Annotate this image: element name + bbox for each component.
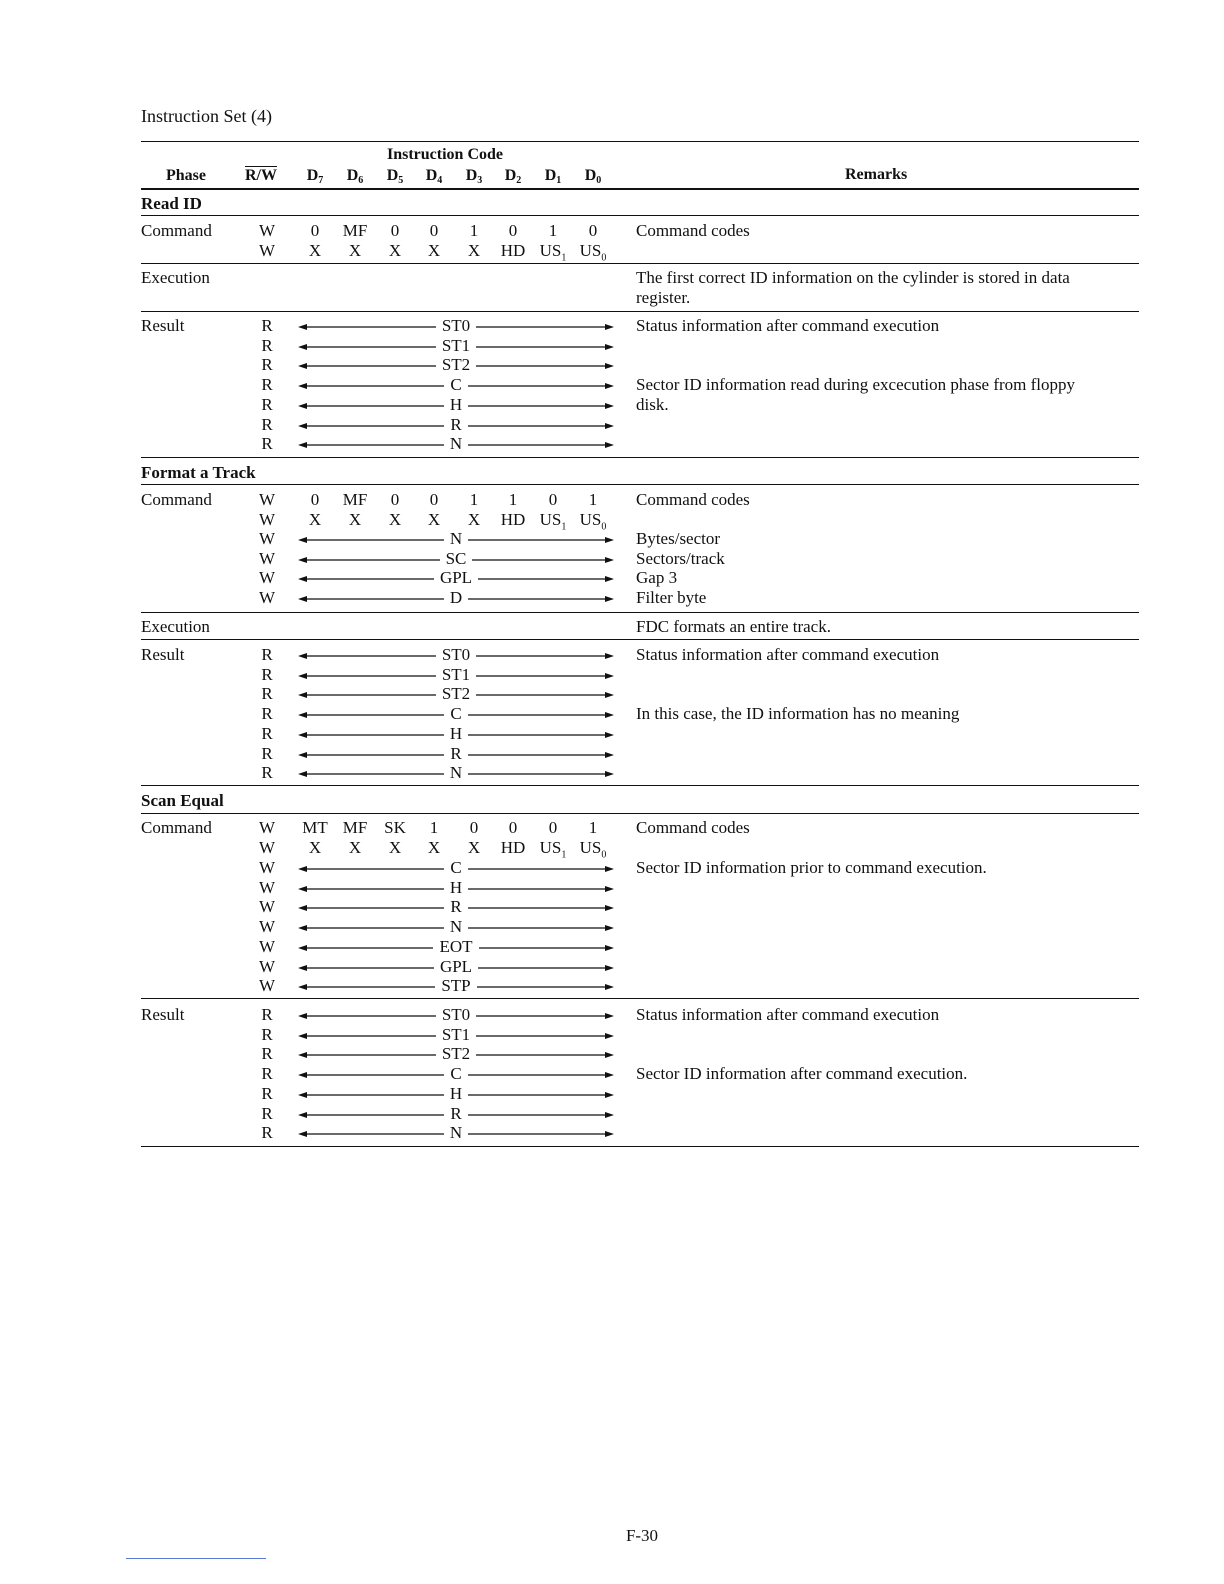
format-track-result-rw: R — [261, 763, 273, 783]
scan-equal-command-rw: W — [258, 877, 276, 897]
format-track-command-phase-label: Command — [141, 490, 212, 509]
scan-equal-result-arrow-row — [298, 1025, 614, 1045]
scan-equal-command-arrow-row — [298, 917, 614, 937]
format-track-command-bit: 1 — [508, 490, 518, 509]
format-track-command-remark: Bytes/sector — [636, 529, 721, 548]
read-id-command-bit: 0 — [390, 221, 400, 240]
scan-equal-result-arrow-row — [298, 1104, 614, 1124]
scan-equal-command-bit: 0 — [508, 818, 518, 837]
page-number: F-30 — [625, 1526, 659, 1545]
format-track-command-bit: X — [308, 509, 322, 529]
read-id-result-field-label: ST1 — [298, 336, 614, 356]
scan-equal-command-rule — [141, 998, 1139, 999]
scan-equal-command-bit: $US_0$ — [579, 837, 607, 861]
format-track-command-arrow-row — [298, 549, 614, 569]
scan-equal-result-arrow-row — [298, 1084, 614, 1104]
read-id-command-bit: X — [308, 240, 322, 260]
read-id-result-rw: R — [261, 394, 273, 414]
scan-equal-command-arrow-row — [298, 976, 614, 996]
format-track-result-arrow-row — [298, 724, 614, 744]
scan-equal-command-arrow-row — [298, 957, 614, 977]
instruction-code-header: Instruction Code — [387, 146, 504, 163]
scan-equal-command-rw: W — [258, 956, 276, 976]
footer-rule — [126, 1558, 266, 1559]
format-track-result-rw: R — [261, 704, 273, 724]
scan-equal-result-field-label: H — [298, 1084, 614, 1104]
format-track-result-remark: Status information after command execution — [636, 645, 940, 664]
bit-header-d6: D6 — [346, 167, 364, 186]
scan-equal-result-field-label: R — [298, 1104, 614, 1124]
scan-equal-result-rw: R — [261, 1103, 273, 1123]
format-track-result-field-label: N — [298, 763, 614, 783]
scan-equal-command-arrow-row — [298, 937, 614, 957]
format-track-command-remark: Gap 3 — [636, 568, 678, 588]
read-id-result-arrow-row — [298, 375, 614, 395]
format-track-command-rule — [141, 612, 1139, 613]
scan-equal-command-bit: $US_1$ — [539, 837, 567, 861]
format-track-result-rw: R — [261, 684, 273, 704]
read-id-result-phase-label: Result — [141, 316, 185, 335]
bit-header-d4: D4 — [425, 167, 443, 186]
format-track-command-bit: $US_0$ — [579, 509, 607, 533]
scan-equal-result-arrow-row — [298, 1123, 614, 1143]
format-track-command-arrow-row — [298, 529, 614, 549]
format-track-command-bit: 0 — [310, 490, 320, 509]
scan-equal-command-field-label: C — [298, 858, 614, 878]
scan-equal-command-rw: W — [258, 897, 276, 917]
bit-header-d3: D3 — [465, 167, 483, 186]
read-id-result-arrow-row — [298, 434, 614, 454]
scan-equal-command-rw: W — [258, 976, 276, 996]
scan-equal-command-bit: 0 — [469, 818, 479, 837]
scan-equal-rule — [141, 813, 1139, 814]
format-track-command-bit: X — [467, 509, 481, 529]
read-id-execution-remark: The first correct ID information on the cylinder is stored in data register. — [636, 268, 1070, 307]
format-track-execution-phase-label: Execution — [141, 617, 210, 636]
scan-equal-command-bit: SK — [384, 818, 406, 837]
scan-equal-command-bit: X — [348, 837, 362, 857]
scan-equal-result-rw: R — [261, 1123, 273, 1143]
format-track-result-rw: R — [261, 664, 273, 684]
read-id-result-rw: R — [261, 355, 273, 375]
format-track-rule — [141, 484, 1139, 485]
read-id-command-bit: 1 — [469, 221, 479, 240]
format-track-command-arrow-row — [298, 568, 614, 588]
read-id-result-arrow-row — [298, 415, 614, 435]
read-id-execution-phase-label: Execution — [141, 268, 210, 287]
format-track-execution-remark: FDC formats an entire track. — [636, 617, 831, 636]
bit-header-d5: D5 — [386, 167, 404, 186]
scan-equal-result-remark: Sector ID information after command execution. — [636, 1064, 968, 1084]
scan-equal-command-arrow-row — [298, 878, 614, 898]
format-track-result-rw: R — [261, 723, 273, 743]
scan-equal-command-bit: 1 — [429, 818, 439, 837]
format-track-command-rw: W — [258, 509, 276, 529]
read-id-result-rw: R — [261, 414, 273, 434]
format-track-result-arrow-row — [298, 684, 614, 704]
read-id-section-title: Read ID — [141, 194, 202, 213]
format-track-result-rw: R — [261, 743, 273, 763]
scan-equal-command-rw: W — [258, 936, 276, 956]
scan-equal-section-title: Scan Equal — [141, 791, 224, 810]
format-track-end-rule — [141, 785, 1139, 786]
bit-header-d0: D0 — [584, 167, 602, 186]
page-title: Instruction Set (4) — [141, 106, 272, 126]
format-track-command-bit: $US_1$ — [539, 509, 567, 533]
scan-equal-result-rw: R — [261, 1024, 273, 1044]
scan-equal-command-field-label: STP — [298, 976, 614, 996]
bit-header-d7: D7 — [306, 167, 324, 186]
format-track-command-rw: W — [258, 490, 276, 509]
format-track-result-field-label: H — [298, 724, 614, 744]
remarks-header: Remarks — [845, 166, 908, 183]
scan-equal-command-bit: 0 — [548, 818, 558, 837]
scan-equal-result-arrow-row — [298, 1064, 614, 1084]
format-track-result-arrow-row — [298, 744, 614, 764]
read-id-result-arrow-row — [298, 336, 614, 356]
read-id-command-bit: X — [427, 240, 441, 260]
read-id-result-rw: R — [261, 335, 273, 355]
read-id-end-rule — [141, 457, 1139, 458]
format-track-command-bit: 0 — [548, 490, 558, 509]
scan-equal-command-arrow-row — [298, 858, 614, 878]
read-id-result-field-label: R — [298, 415, 614, 435]
format-track-result-arrow-row — [298, 704, 614, 724]
format-track-command-arrow-row — [298, 588, 614, 608]
scan-equal-command-rw: W — [258, 917, 276, 937]
format-track-command-remark: Filter byte — [636, 588, 707, 608]
scan-equal-command-field-label: GPL — [298, 957, 614, 977]
rw-header: R/W — [245, 167, 277, 184]
format-track-result-field-label: C — [298, 704, 614, 724]
bit-header-d1: D1 — [544, 167, 562, 186]
format-track-command-rw: W — [258, 548, 276, 568]
read-id-command-bit: X — [388, 240, 402, 260]
format-track-result-rw: R — [261, 645, 273, 664]
scan-equal-result-rw: R — [261, 1064, 273, 1084]
scan-equal-command-field-label: N — [298, 917, 614, 937]
read-id-execution-rule — [141, 311, 1139, 312]
scan-equal-result-phase-label: Result — [141, 1005, 185, 1024]
format-track-result-field-label: ST0 — [298, 645, 614, 665]
format-track-result-field-label: R — [298, 744, 614, 764]
format-track-command-rw: W — [258, 529, 276, 548]
read-id-command-bit: 0 — [588, 221, 598, 240]
format-track-command-bit: 0 — [390, 490, 400, 509]
scan-equal-command-bit: X — [388, 837, 402, 857]
scan-equal-command-bit: X — [467, 837, 481, 857]
format-track-command-rw: W — [258, 568, 276, 588]
format-track-command-bit: HD — [500, 509, 526, 529]
table-top-rule — [141, 141, 1139, 142]
scan-equal-result-rw: R — [261, 1044, 273, 1064]
scan-equal-command-bit: 1 — [588, 818, 598, 837]
read-id-rule — [141, 215, 1139, 216]
scan-equal-result-field-label: C — [298, 1064, 614, 1084]
scan-equal-command-bit: X — [427, 837, 441, 857]
scan-equal-result-field-label: ST0 — [298, 1005, 614, 1025]
read-id-result-rw: R — [261, 434, 273, 454]
format-track-command-bit: X — [427, 509, 441, 529]
read-id-command-phase-label: Command — [141, 221, 212, 240]
read-id-command-bit: $US_0$ — [579, 240, 607, 264]
format-track-result-remark: In this case, the ID information has no meaning — [636, 704, 960, 724]
read-id-command-bit: X — [348, 240, 362, 260]
scan-equal-result-remark: Status information after command execution — [636, 1005, 940, 1024]
read-id-command-bit: 1 — [548, 221, 558, 240]
read-id-command-rw: W — [258, 221, 276, 240]
read-id-command-bit: 0 — [508, 221, 518, 240]
read-id-command-rw: W — [258, 240, 276, 260]
read-id-command-bit: HD — [500, 240, 526, 260]
format-track-command-remark: Sectors/track — [636, 548, 725, 568]
read-id-command-rule — [141, 263, 1139, 264]
format-track-command-field-label: SC — [298, 549, 614, 569]
format-track-section-title: Format a Track — [141, 463, 256, 482]
scan-equal-command-field-label: R — [298, 897, 614, 917]
format-track-command-bit: 0 — [429, 490, 439, 509]
scan-equal-command-bit: MF — [342, 818, 368, 837]
scan-equal-command-remark: Command codes — [636, 818, 750, 837]
scan-equal-command-arrow-row — [298, 897, 614, 917]
format-track-result-arrow-row — [298, 763, 614, 783]
format-track-command-remark: Command codes — [636, 490, 750, 509]
scan-equal-command-remark: Sector ID information prior to command execution. — [636, 858, 987, 877]
read-id-command-bit: 0 — [429, 221, 439, 240]
format-track-command-field-label: D — [298, 588, 614, 608]
format-track-command-bit: X — [388, 509, 402, 529]
scan-equal-result-arrow-row — [298, 1005, 614, 1025]
scan-equal-result-rw: R — [261, 1005, 273, 1024]
read-id-result-field-label: C — [298, 375, 614, 395]
read-id-result-arrow-row — [298, 395, 614, 415]
format-track-command-bit: X — [348, 509, 362, 529]
scan-equal-result-rw: R — [261, 1083, 273, 1103]
phase-header: Phase — [166, 167, 206, 184]
read-id-result-field-label: N — [298, 434, 614, 454]
read-id-command-bit: X — [467, 240, 481, 260]
read-id-result-arrow-row — [298, 316, 614, 336]
format-track-command-field-label: GPL — [298, 568, 614, 588]
format-track-command-rw: W — [258, 588, 276, 608]
scan-equal-command-bit: HD — [500, 837, 526, 857]
format-track-result-field-label: ST1 — [298, 665, 614, 685]
scan-equal-result-field-label: ST1 — [298, 1025, 614, 1045]
scan-equal-command-rw: W — [258, 858, 276, 877]
format-track-execution-rule — [141, 639, 1139, 640]
read-id-result-remark: Sector ID information read during excecution phase from floppy disk. — [636, 375, 1076, 415]
header-rule — [141, 188, 1139, 190]
format-track-command-bit: 1 — [469, 490, 479, 509]
read-id-command-bit: 0 — [310, 221, 320, 240]
scan-equal-command-bit: MT — [302, 818, 328, 837]
scan-equal-result-field-label: N — [298, 1123, 614, 1143]
format-track-command-bit: MF — [342, 490, 368, 509]
read-id-result-field-label: ST2 — [298, 355, 614, 375]
scan-equal-command-rw: W — [258, 837, 276, 857]
format-track-command-bit: 1 — [588, 490, 598, 509]
format-track-result-arrow-row — [298, 665, 614, 685]
format-track-result-phase-label: Result — [141, 645, 185, 664]
scan-equal-command-phase-label: Command — [141, 818, 212, 837]
format-track-result-field-label: ST2 — [298, 684, 614, 704]
scan-equal-result-arrow-row — [298, 1044, 614, 1064]
scan-equal-command-field-label: EOT — [298, 937, 614, 957]
read-id-result-field-label: H — [298, 395, 614, 415]
scan-equal-command-rw: W — [258, 818, 276, 837]
scan-equal-command-field-label: H — [298, 878, 614, 898]
format-track-result-arrow-row — [298, 645, 614, 665]
read-id-result-remark: Status information after command execution — [636, 316, 940, 335]
scan-equal-result-field-label: ST2 — [298, 1044, 614, 1064]
table-bottom-rule — [141, 1146, 1139, 1147]
read-id-command-bit: MF — [342, 221, 368, 240]
bit-header-d2: D2 — [504, 167, 522, 186]
read-id-result-field-label: ST0 — [298, 316, 614, 336]
read-id-command-remark: Command codes — [636, 221, 750, 240]
read-id-result-rw: R — [261, 316, 273, 335]
read-id-command-bit: $US_1$ — [539, 240, 567, 264]
read-id-result-rw: R — [261, 375, 273, 395]
scan-equal-command-bit: X — [308, 837, 322, 857]
format-track-command-field-label: N — [298, 529, 614, 549]
read-id-result-arrow-row — [298, 355, 614, 375]
